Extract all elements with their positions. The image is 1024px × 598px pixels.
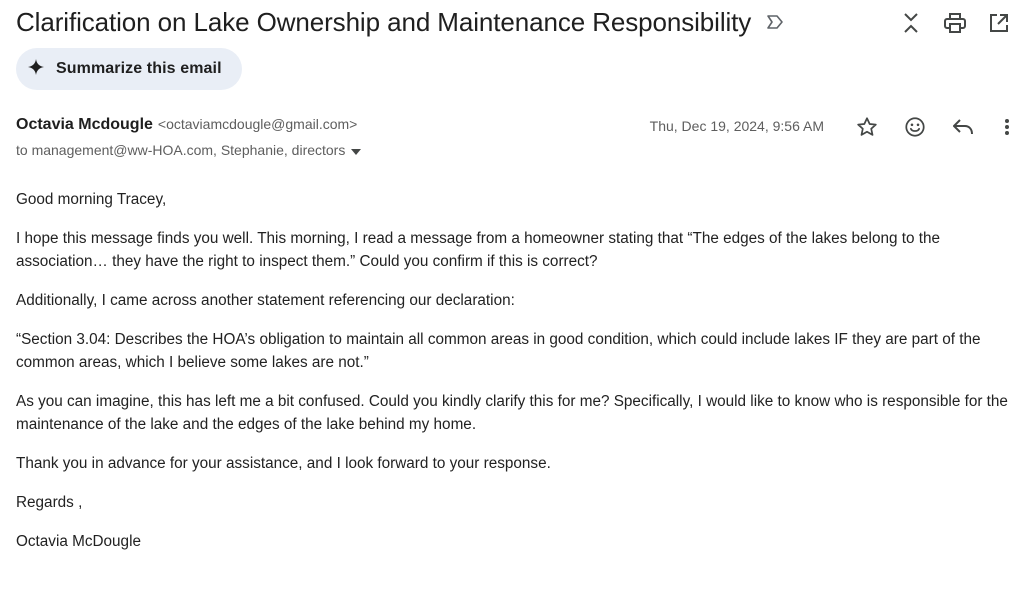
body-paragraph: Additionally, I came across another statement referencing our declaration: xyxy=(16,292,515,309)
recipients-row xyxy=(16,142,361,158)
email-date: Thu, Dec 19, 2024, 9:56 AM xyxy=(649,118,824,134)
body-paragraph: Good morning Tracey, xyxy=(16,191,167,208)
more-vertical-icon[interactable] xyxy=(996,112,1018,142)
email-subject: Clarification on Lake Ownership and Maintenance Responsibility xyxy=(16,6,752,37)
collapse-all-icon[interactable] xyxy=(896,8,926,38)
message-actions xyxy=(852,112,1018,142)
thread-actions xyxy=(896,8,1014,38)
label-icon[interactable] xyxy=(765,12,785,32)
open-in-new-window-icon[interactable] xyxy=(984,8,1014,38)
body-paragraph: Thank you in advance for your assistance, and I look forward to your response. xyxy=(16,455,551,472)
body-paragraph: I hope this message finds you well. This morning, I read a message from a homeowner stating that “The edges of the lakes belong to the association… they have the right to inspect them.” Could you confirm if this is correct? xyxy=(16,230,940,270)
body-paragraph: “Section 3.04: Describes the HOA’s obligation to maintain all common areas in good condition, which could include lakes IF they are part of the common areas, which I believe some lakes are not.” xyxy=(16,331,981,371)
reply-icon[interactable] xyxy=(948,112,978,142)
recipients-text: to management@ww-HOA.com, Stephanie, directors xyxy=(16,142,346,158)
sparkle-icon xyxy=(28,59,44,80)
print-icon[interactable] xyxy=(940,8,970,38)
star-icon[interactable] xyxy=(852,112,882,142)
body-paragraph: Regards , xyxy=(16,494,83,511)
summarize-label: Summarize this email xyxy=(56,60,222,77)
summarize-email-button[interactable] xyxy=(16,48,242,90)
email-body xyxy=(16,188,1012,569)
body-paragraph: As you can imagine, this has left me a bit confused. Could you kindly clarify this for me? Specifically, I would like to know who is responsible for the maintenance of the lake and the edges of the lake behind my home. xyxy=(16,393,1008,433)
signature: Octavia McDougle xyxy=(16,533,141,550)
sender-email: <octaviamcdougle@gmail.com> xyxy=(157,116,358,132)
sender-name[interactable]: Octavia Mcdougle xyxy=(16,116,153,133)
add-reaction-icon[interactable] xyxy=(900,112,930,142)
caret-down-icon[interactable] xyxy=(351,142,361,158)
sender-row xyxy=(16,116,357,134)
subject-row xyxy=(16,4,785,40)
